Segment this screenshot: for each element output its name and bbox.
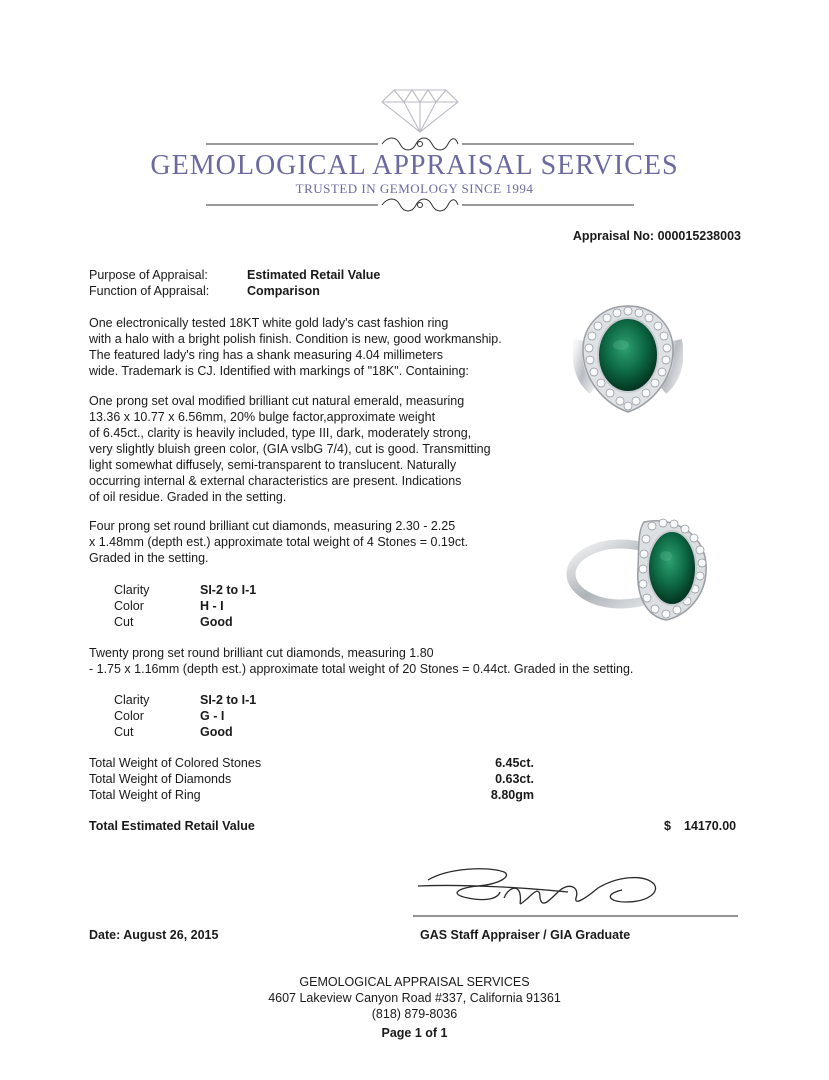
total-colored-stones-label: Total Weight of Colored Stones [89, 756, 262, 770]
cut-label: Cut [114, 615, 134, 629]
ring-description [89, 315, 502, 379]
purpose-value: Estimated Retail Value [247, 268, 381, 282]
ring-top-view-image [573, 300, 683, 415]
color-value: H - I [200, 599, 224, 613]
diamond-logo-icon [380, 82, 460, 134]
text-line: x 1.48mm (depth est.) approximate total weight of 4 Stones = 0.19ct. [89, 535, 469, 549]
total-diamonds-label: Total Weight of Diamonds [89, 772, 232, 786]
four-diamonds-description [89, 518, 468, 566]
text-line: with a halo with a bright polish finish. Condition is new, good workmanship. [89, 332, 502, 346]
function-label: Function of Appraisal: [89, 284, 210, 298]
emerald-description [89, 393, 491, 505]
text-line: wide. Trademark is CJ. Identified with markings of "18K". Containing: [89, 364, 469, 378]
page-number: Page 1 of 1 [381, 1026, 448, 1040]
total-value-amount: 14170.00 [684, 819, 737, 833]
appraiser-title: GAS Staff Appraiser / GIA Graduate [420, 928, 631, 942]
text-line: very slightly bluish green color, (GIA vslbG 7/4), cut is good. Transmitting [89, 442, 491, 456]
clarity-value: SI-2 to I-1 [200, 583, 257, 597]
purpose-label: Purpose of Appraisal: [89, 268, 208, 282]
brand-tagline: TRUSTED IN GEMOLOGY SINCE 1994 [295, 181, 534, 196]
text-line: Twenty prong set round brilliant cut diamonds, measuring 1.80 [89, 646, 434, 660]
clarity-value: SI-2 to I-1 [200, 693, 257, 707]
total-ring-weight-label: Total Weight of Ring [89, 788, 201, 802]
function-value: Comparison [247, 284, 320, 298]
appraiser-signature [408, 858, 743, 922]
text-line: of 6.45ct., clarity is heavily included, type III, dark, moderately strong, [89, 426, 472, 440]
twenty-diamonds-description [89, 645, 633, 677]
footer-company: GEMOLOGICAL APPRAISAL SERVICES [299, 975, 530, 989]
ring-side-view-image [566, 512, 716, 632]
text-line: One electronically tested 18KT white gold lady's cast fashion ring [89, 316, 449, 330]
cut-value: Good [200, 725, 233, 739]
total-diamonds-value: 0.63ct. [495, 772, 534, 786]
color-label: Color [114, 709, 144, 723]
text-line: Four prong set round brilliant cut diamonds, measuring 2.30 - 2.25 [89, 519, 456, 533]
text-line: Graded in the setting. [89, 551, 209, 565]
clarity-label: Clarity [114, 693, 150, 707]
text-line: One prong set oval modified brilliant cut natural emerald, measuring [89, 394, 465, 408]
text-line: 13.36 x 10.77 x 6.56mm, 20% bulge factor,approximate weight [89, 410, 436, 424]
text-line: light somewhat diffusely, semi-transparent to translucent. Naturally [89, 458, 457, 472]
text-line: - 1.75 x 1.16mm (depth est.) approximate total weight of 20 Stones = 0.44ct. Graded in the setting. [89, 662, 634, 676]
ornament-divider-bottom [206, 196, 634, 214]
clarity-label: Clarity [114, 583, 150, 597]
total-colored-stones-value: 6.45ct. [495, 756, 534, 770]
text-line: occurring internal & external characteristics are present. Indications [89, 474, 462, 488]
cut-label: Cut [114, 725, 134, 739]
appraisal-date: Date: August 26, 2015 [89, 928, 219, 942]
cut-value: Good [200, 615, 233, 629]
footer-phone: (818) 879-8036 [371, 1007, 458, 1021]
color-label: Color [114, 599, 144, 613]
appraisal-number: Appraisal No: 000015238003 [572, 229, 741, 243]
brand-name: GEMOLOGICAL APPRAISAL SERVICES [150, 150, 679, 181]
total-value-label: Total Estimated Retail Value [89, 819, 255, 833]
color-value: G - I [200, 709, 225, 723]
text-line: of oil residue. Graded in the setting. [89, 490, 287, 504]
text-line: The featured lady's ring has a shank measuring 4.04 millimeters [89, 348, 443, 362]
total-ring-weight-value: 8.80gm [490, 788, 534, 802]
footer-address: 4607 Lakeview Canyon Road #337, California 91361 [268, 991, 561, 1005]
currency-symbol: $ [664, 819, 671, 833]
